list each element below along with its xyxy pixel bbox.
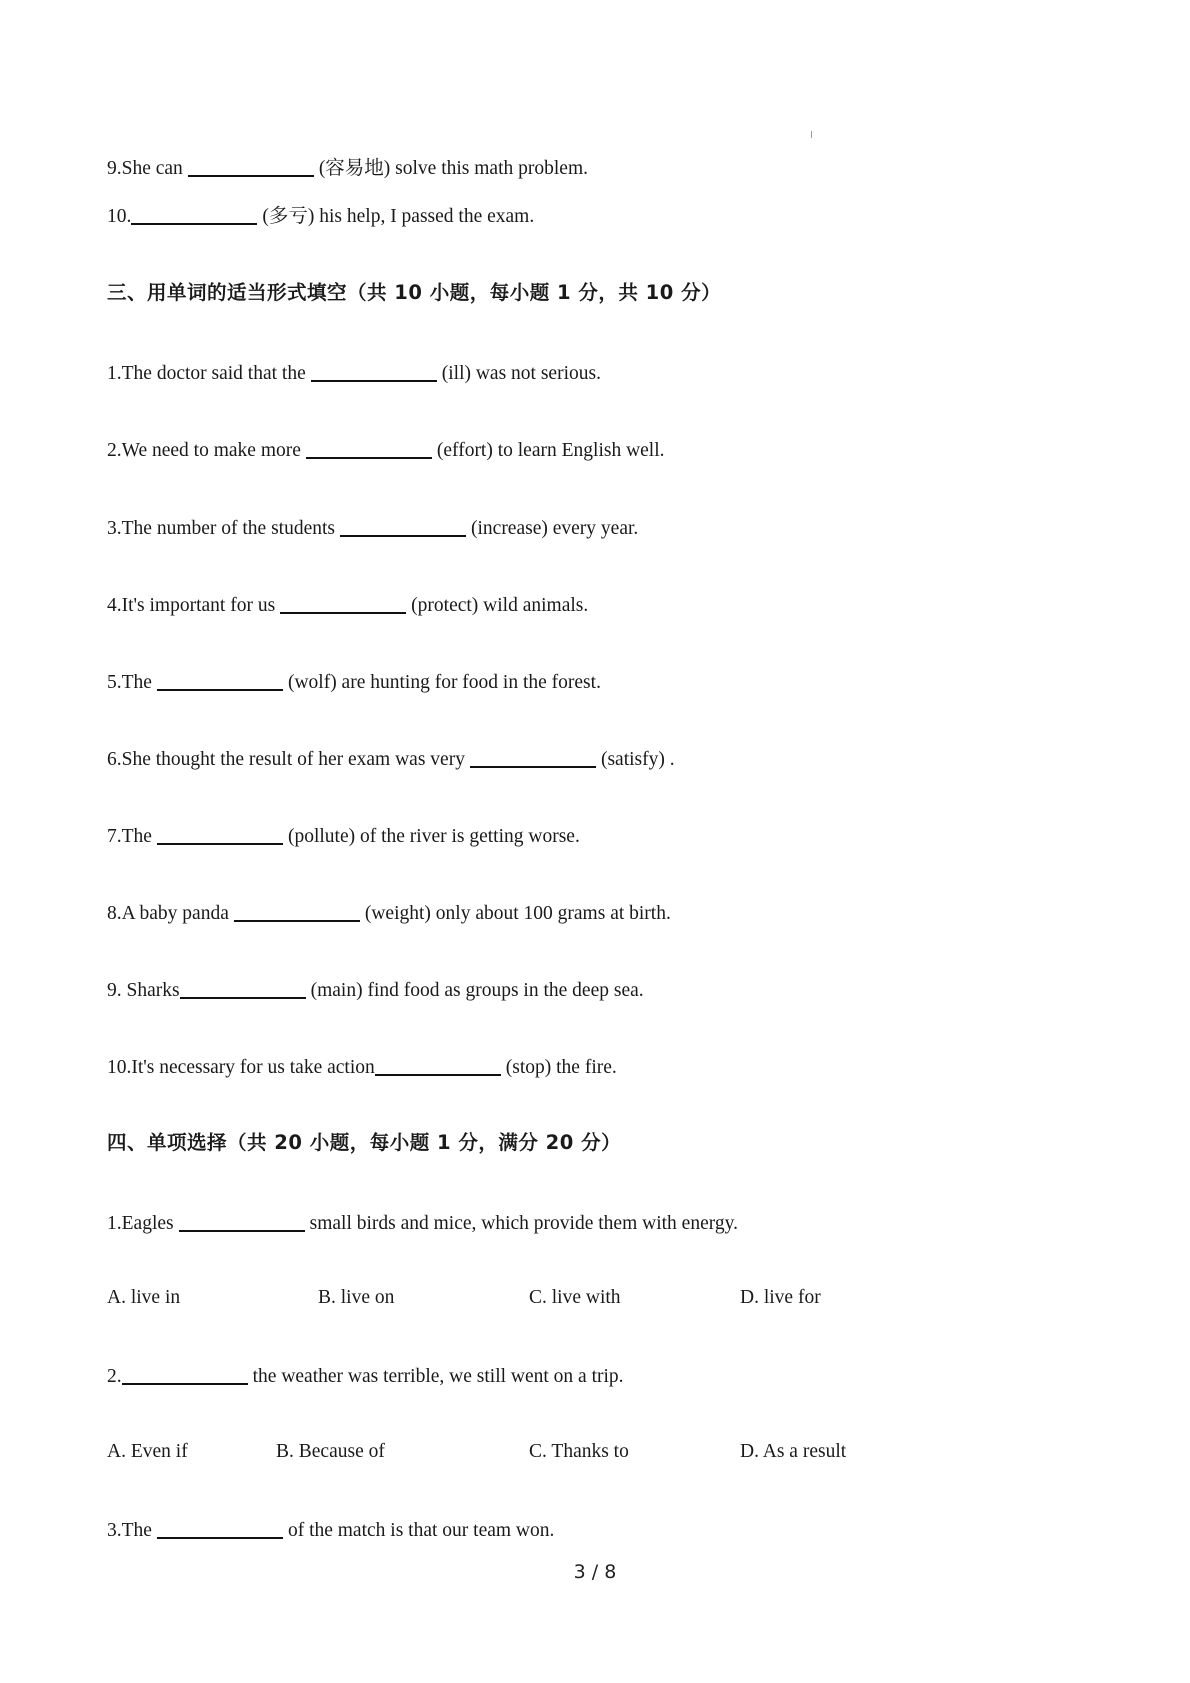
s4-q1-option-d: D. live for bbox=[740, 1287, 821, 1308]
s3-question-3: 3.The number of the students (increase) every year. bbox=[107, 515, 638, 541]
answer-blank bbox=[157, 669, 283, 691]
answer-blank bbox=[122, 1363, 248, 1385]
s4-q2-option-b: B. Because of bbox=[276, 1441, 385, 1462]
s3-question-1: 1.The doctor said that the (ill) was not serious. bbox=[107, 360, 601, 386]
answer-blank bbox=[179, 1210, 305, 1232]
answer-blank bbox=[188, 155, 314, 177]
section-3-heading: 三、用单词的适当形式填空（共 10 小题，每小题 1 分，共 10 分） bbox=[107, 281, 722, 304]
answer-blank bbox=[280, 592, 406, 614]
s4-q2-option-a: A. Even if bbox=[107, 1441, 188, 1462]
scan-mark bbox=[811, 131, 812, 138]
answer-blank bbox=[131, 203, 257, 225]
s3-question-2: 2.We need to make more (effort) to learn English well. bbox=[107, 437, 665, 463]
answer-blank bbox=[180, 977, 306, 999]
answer-blank bbox=[311, 360, 437, 382]
s4-question-1: 1.Eagles small birds and mice, which provide them with energy. bbox=[107, 1210, 738, 1236]
s4-q1-option-a: A. live in bbox=[107, 1287, 181, 1308]
s3-question-10: 10.It's necessary for us take action (stop) the fire. bbox=[107, 1054, 617, 1080]
s4-question-2: 2. the weather was terrible, we still went on a trip. bbox=[107, 1363, 624, 1389]
answer-blank bbox=[234, 900, 360, 922]
section-4-heading: 四、单项选择（共 20 小题，每小题 1 分，满分 20 分） bbox=[107, 1131, 622, 1154]
answer-blank bbox=[470, 746, 596, 768]
page-number: 3 / 8 bbox=[573, 1561, 617, 1583]
s3-question-9: 9. Sharks (main) find food as groups in the deep sea. bbox=[107, 977, 644, 1003]
answer-blank bbox=[157, 1517, 283, 1539]
answer-blank bbox=[306, 437, 432, 459]
s4-q2-option-c: C. Thanks to bbox=[529, 1441, 629, 1462]
s3-question-4: 4.It's important for us (protect) wild animals. bbox=[107, 592, 588, 618]
s4-q1-option-b: B. live on bbox=[318, 1287, 395, 1308]
s3-question-8: 8.A baby panda (weight) only about 100 grams at birth. bbox=[107, 900, 671, 926]
answer-blank bbox=[340, 515, 466, 537]
s3-question-6: 6.She thought the result of her exam was very (satisfy) . bbox=[107, 746, 675, 772]
s4-q2-option-d: D. As a result bbox=[740, 1441, 847, 1462]
question-9: 9.She can (容易地) solve this math problem. bbox=[107, 155, 588, 181]
s3-question-7: 7.The (pollute) of the river is getting worse. bbox=[107, 823, 580, 849]
answer-blank bbox=[375, 1054, 501, 1076]
question-10: 10. (多亏) his help, I passed the exam. bbox=[107, 203, 534, 229]
s4-question-3: 3.The of the match is that our team won. bbox=[107, 1517, 554, 1543]
s4-q1-option-c: C. live with bbox=[529, 1287, 621, 1308]
answer-blank bbox=[157, 823, 283, 845]
s3-question-5: 5.The (wolf) are hunting for food in the forest. bbox=[107, 669, 601, 695]
